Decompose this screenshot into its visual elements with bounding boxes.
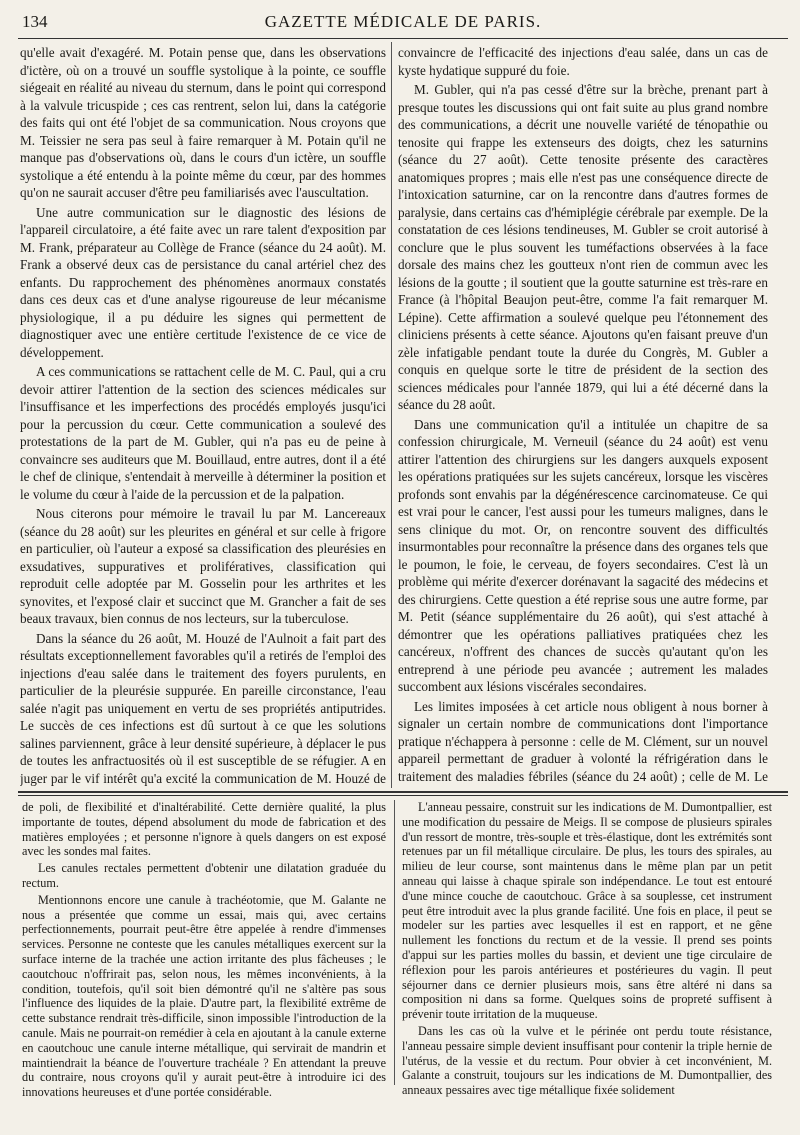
lower-right-column [402, 800, 772, 1110]
lower-left-column [22, 800, 386, 1100]
journal-title: GAZETTE MÉDICALE DE PARIS. [264, 12, 542, 31]
paragraph: Dans les cas où la vulve et le périnée ont perdu toute résistance, l'anneau pessaire simple devient insuffisant pour contenir la triple hernie de l'utérus, de la vessie et du rectum. Pour obvier à cet inconvénient, M. Galante a construit, toujours sur les indications de M. Dumontpallier, des anneaux pessaires avec tige métallique fixée solidement [402, 1023, 772, 1098]
paragraph: A ces communications se rattachent celle de M. C. Paul, qui a cru devoir attirer l'attention de la section des sciences médicales sur l'insuffisance et les imperfections des procédés employés jusqu'ici pour la percussion du cœur. Cette communication a soulevé des protestations de la part de M. Gubler, qui n'a pas eu de peine à convaincre ses auditeurs que M. Bouillaud, entre autres, dont il a été le chef de clinique, s'entendait à merveille à déterminer la position et le volume du cœur à l'aide de la percussion et de la palpation. [20, 364, 386, 502]
section-rule-thin [18, 795, 788, 796]
header-rule [18, 38, 788, 39]
paragraph: qu'elle avait d'exagéré. M. Potain pense que, dans les observations d'ictère, où on a trouvé un souffle systolique à la pointe, ce souffle siégeait en réalité au niveau du sternum, dans le point qui correspond à la valvule tricuspide ; ces cas rentrent, selon lui, dans la catégorie des faits qui ont été l'objet de sa communication. Nous croyons que M. Teissier ne sera pas seul à faire remarquer à M. Potain qu'il ne manque pas d'observations où, dans le cours d'un ictère, un souffle systolique a été entendu à la pointe même du cœur, par des hommes qu'on ne saurait accuser d'être peu familiarisés avec l'auscultation. [20, 45, 386, 200]
paragraph: Les canules rectales permettent d'obtenir une dilatation graduée du rectum. [22, 861, 386, 890]
column-divider-upper [391, 42, 392, 788]
paragraph: Dans la séance du 26 août, M. Houzé de l'Aulnoit a fait part des résultats exceptionnellement favorables qu'il a retirés de l'emploi des injections d'eau salée dans le traitement des foyers purulents, en particulier de la pleurésie suppurée. En pareille circonstance, l'eau salée n'agit pas uniquement en vertu de ses propriétés antiputrides. Le succès de ces infections est dû surtout à ce que les solutions salines parviennent, grâce à leur densité supérieure, à déplacer le pus de toutes les anfractuosités où il est susceptible de se réfugier. A en juger par le vif intérêt qu'a excité la communication de M. Houzé de [20, 630, 386, 786]
paragraph: L'anneau pessaire, construit sur les indications de M. Dumontpallier, est une modification du pessaire de Meigs. Il se compose de plusieurs spirales d'un ressort de montre, très-souple et très-élastique, dont les extrémités sont retenues par un fil métallique circulaire. De plus, les tours des spirales, au milieu de leur course, sont maintenus dans le même plan par un petit anneau qui laisse à chaque spirale son indépendance. Le tout est entouré d'une mince couche de caoutchouc. Grâce à sa souplesse, cet instrument peut être introduit avec la plus grande facilité. Une fois en place, il peut se modeler sur les parties avec lesquelles il est en rapport, et ne gêne nullement les fonctions du rectum et de la vessie. Il prend ses points d'appui sur les parties molles du bassin, et devient une tige circulaire de réflexion pour les parois antérieures et postérieures du vagin. Il peut séjourner dans ce dernier plusieurs mois, sans être altéré ni dans sa composition ni dans sa forme. Quelques soins de propreté suffisent à prévenir toute irritation de la muqueuse. [402, 800, 772, 1022]
paragraph: convaincre de l'efficacité des injections d'eau salée, dans un cas de kyste hydatique suppuré du foie. [398, 45, 768, 78]
paragraph: M. Gubler, qui n'a pas cessé d'être sur la brèche, prenant part à presque toutes les discussions qui ont fait suite au plus grand nombre des communications, a décrit une nouvelle variété de ténopathie ou tenosite qui frappe les extenseurs des doigts, chez les saturnins (séance du 27 août). Cette tenosite présente des caractères anatomiques propres ; mais elle n'est pas une conséquence directe de l'intoxication saturnine, car on la rencontre dans d'autres formes de paralysie, dans certains cas d'hémiplégie cérébrale par exemple. De la constatation de ces lésions tendineuses, M. Gubler se croit autorisé à conclure que le plus souvent les tuméfactions observées à la face dorsale des mains chez les goutteux n'ont rien de commun avec les lésions de la goutte ; il soutient que la goutte saturnine est très-rare en France (à l'hôpital Beaujon peut-être, comme l'a fait remarquer M. Lépine). Cette affirmation a soulevé quelque peu l'étonnement des cliniciens présents à cette séance. Ajoutons qu'en faisant preuve d'un zèle infatigable pendant toute la durée du Congrès, M. Gubler a conquis en quelque sorte le titre de président de la section des sciences médicales pour l'année 1879, qui lui a été décerné dans la séance du 28 août. [398, 82, 768, 412]
page-number: 134 [22, 12, 48, 31]
upper-right-column [398, 44, 768, 786]
paragraph: Les limites imposées à cet article nous obligent à nous borner à signaler un certain nombre de communications dont l'importance pratique n'échappera à personne : celle de M. Clément, sur un nouvel appareil permettant de graduer à volonté la réfrigération dans le traitement des maladies fébriles (séance du 24 août) ; celle de M. Le [398, 698, 768, 784]
section-rule [18, 791, 788, 793]
paragraph: Une autre communication sur le diagnostic des lésions de l'appareil circulatoire, a été faite avec un rare talent d'exposition par M. Frank, préparateur au Collège de France (séance du 24 août). M. Frank a observé deux cas de persistance du canal artériel chez des enfants. Du rapprochement des phénomènes anormaux constatés dans ces deux cas et d'une analyse rigoureuse de leur mécanisme physiologique, il a pu déduire les signes qui permettent de diagnostiquer avec une entière certitude l'existence de ce vice de développement. [20, 204, 386, 360]
paragraph: de poli, de flexibilité et d'inaltérabilité. Cette dernière qualité, la plus importante de toutes, dépend absolument du mode de fabrication et des matières employées ; et personne n'ignore à quels dangers on est exposé avec les sondes mal faites. [22, 800, 386, 859]
paragraph: Mentionnons encore une canule à trachéotomie, que M. Galante ne nous a présentée que comme un essai, mais qui, avec certains perfectionnements, pourrait peut-être être appelée à rendre d'immenses services. Personne ne conteste que les canules métalliques exercent sur la surface interne de la trachée une action irritante des plus fâcheuses ; le caoutchouc n'offrirait pas, selon nous, les mêmes inconvénients, à la condition, toutefois, qu'il soit bien démontré qu'il ne s'altère pas sous l'influence des liquides de la plaie. D'autre part, la flexibilité extrême de cette substance rendrait très-difficile, sinon impossible l'introduction de la canule. Mais ne pourrait-on remédier à cela en ajoutant à la canule externe en caoutchouc une canule interne métallique, qui servirait de mandrin et maintiendrait la béance de l'ouverture trachéale ? En attendant la preuve du contraire, nous croyons qu'il y aurait peut-être à introduire ici des innovations heureuses et d'une portée considérable. [22, 892, 386, 1100]
paragraph: Dans une communication qu'il a intitulée un chapitre de sa confession chirurgicale, M. Verneuil (séance du 24 août) est venu attirer l'attention des chirurgiens sur les dangers auxquels exposent les opérations pratiquées sur les sujets cancéreux, lorsque les viscères profonds sont envahis par la dégénérescence carcinomateuse. Ce qui est vrai pour le cancer, l'est aussi pour les tumeurs malignes, dans le sens clinique du mot. Or, on rencontre souvent des difficultés insurmontables pour reconnaître la présence dans des organes tels que le poumon, le foie, le cerveau, de foyers secondaires. C'est là un problème qui mérite d'exercer dorénavant la sagacité des médecins et des chirurgiens. Cette question a été reprise sous une autre forme, par M. Petit (séance supplémentaire du 26 août), qui s'est attaché à démontrer que les opérations palliatives pratiquées chez les cancéreux, n'offrent des chances de succès qu'autant qu'on les entreprend à une période peu avancée ; autrement les malades succombent aux lésions viscérales secondaires. [398, 416, 768, 694]
paragraph: Nous citerons pour mémoire le travail lu par M. Lancereaux (séance du 28 août) sur les pleurites en général et sur celle à frigore en particulier, où l'auteur a exposé sa classification des pleurésies en exsudatives, suppuratives et prolifératives, classification qui reproduit celle adoptée par M. Gosselin pour les arthrites et les synovites, et l'exposé clair et succinct que M. Grancher a fait de ses beaux travaux, bien connus de nos lecteurs, sur la tuberculose. [20, 506, 386, 626]
upper-left-column [20, 44, 386, 786]
page-header [18, 10, 788, 34]
column-divider-lower [394, 800, 395, 1085]
